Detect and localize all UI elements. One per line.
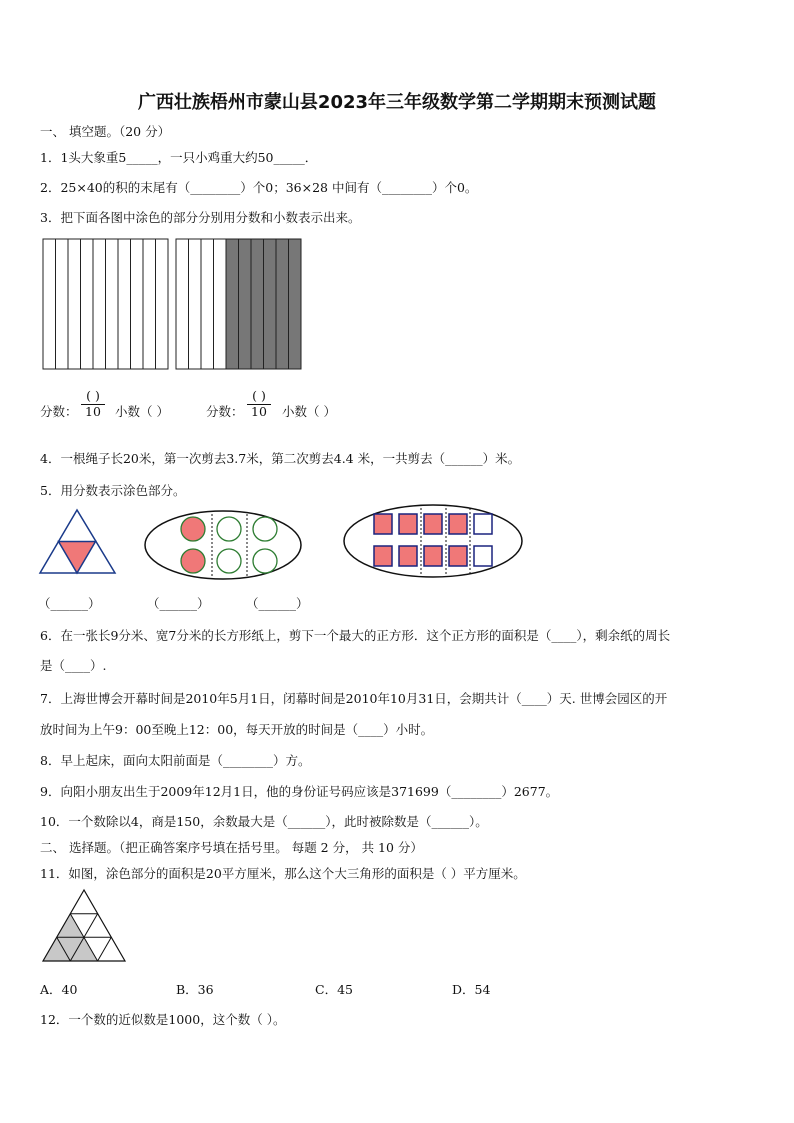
q3-fraction-1-numerator: ( ) — [86, 388, 100, 403]
question-1: 1．1头大象重5_____，一只小鸡重大约50_____． — [40, 150, 318, 165]
q5-blank-3: （______） — [246, 596, 309, 611]
q3-fraction-2 — [247, 389, 271, 419]
shaded-column — [239, 239, 252, 369]
q3-figure-2 — [175, 238, 301, 370]
question-8: 8．早上起床，面向太阳前面是（________）方。 — [40, 753, 311, 768]
shaded-column — [264, 239, 277, 369]
page-title: 广西壮族梧州市蒙山县2023年三年级数学第二学期期末预测试题 — [137, 92, 657, 113]
q5-square — [474, 514, 492, 534]
q3-fraction-label-2: 分数： — [206, 404, 244, 419]
q5-square-shaded — [374, 514, 392, 534]
q5-circle-shaded — [181, 549, 205, 573]
q5-circle — [217, 517, 241, 541]
q5-square-shaded — [424, 514, 442, 534]
q5-square-shaded — [449, 546, 467, 566]
q5-circles-figure — [143, 508, 303, 582]
question-7-line-1: 7．上海世博会开幕时间是2010年5月1日，闭幕时间是2010年10月31日，会期共计（____）天. 世博会园区的开 — [40, 691, 668, 706]
section-2-heading: 二、 选择题。（把正确答案序号填在括号里。 每题 2 分， 共 10 分） — [40, 840, 423, 855]
shaded-column — [226, 239, 239, 369]
column — [156, 239, 169, 369]
column — [118, 239, 131, 369]
q5-circle — [217, 549, 241, 573]
question-4: 4．一根绳子长20米，第一次剪去3.7米，第二次剪去4.4 米，一共剪去（______）米。 — [40, 451, 521, 466]
q5-circle — [253, 549, 277, 573]
q5-square-shaded — [449, 514, 467, 534]
q3-fraction-2-denominator: 10 — [251, 404, 267, 419]
q5-square-shaded — [424, 546, 442, 566]
q11-option-d: D．54 — [452, 982, 491, 997]
question-11: 11．如图，涂色部分的面积是20平方厘米，那么这个大三角形的面积是（ ）平方厘米。 — [40, 866, 526, 881]
question-10: 10．一个数除以4，商是150，余数最大是（______），此时被除数是（______）。 — [40, 814, 488, 829]
q5-square-shaded — [399, 546, 417, 566]
q3-figure-1 — [42, 238, 168, 370]
q3-fraction-1-denominator: 10 — [85, 404, 101, 419]
column — [143, 239, 156, 369]
question-7-line-2: 放时间为上午9：00至晚上12：00，每天开放的时间是（____）小时。 — [40, 722, 434, 737]
question-6-line-2: 是（____）. — [40, 658, 107, 673]
q5-circle-shaded — [181, 517, 205, 541]
column — [93, 239, 106, 369]
shaded-column — [251, 239, 264, 369]
q5-square — [474, 546, 492, 566]
column — [81, 239, 94, 369]
column — [201, 239, 214, 369]
q11-triangle-figure — [43, 890, 125, 962]
q3-fraction-label-1: 分数： — [40, 404, 78, 419]
q5-circle — [253, 517, 277, 541]
shaded-column — [289, 239, 302, 369]
column — [214, 239, 227, 369]
column — [131, 239, 144, 369]
q5-squares-figure — [342, 502, 526, 580]
question-9: 9．向阳小朋友出生于2009年12月1日，他的身份证号码应该是371699（________）2677。 — [40, 784, 559, 799]
q3-decimal-label-2: 小数（ ） — [282, 404, 336, 419]
column — [176, 239, 189, 369]
section-1-heading: 一、 填空题。（20 分） — [40, 124, 171, 139]
column — [106, 239, 119, 369]
q11-option-a: A．40 — [40, 982, 78, 997]
question-12: 12．一个数的近似数是1000，这个数（ ）。 — [40, 1012, 286, 1027]
q3-fraction-2-numerator: ( ) — [252, 388, 266, 403]
column — [43, 239, 56, 369]
q3-fraction-1 — [81, 389, 105, 419]
q3-decimal-label-1: 小数（ ） — [115, 404, 169, 419]
q5-square-shaded — [374, 546, 392, 566]
q11-option-c: C．45 — [315, 982, 353, 997]
question-5: 5．用分数表示涂色部分。 — [40, 483, 186, 498]
column — [68, 239, 81, 369]
column — [189, 239, 202, 369]
question-2: 2．25×40的积的末尾有（________）个0；36×28 中间有（________）个0。 — [40, 180, 478, 195]
q5-square-shaded — [399, 514, 417, 534]
q11-option-b: B．36 — [176, 982, 214, 997]
q5-blank-1: （______） — [38, 596, 101, 611]
column — [56, 239, 69, 369]
question-3: 3．把下面各图中涂色的部分分别用分数和小数表示出来。 — [40, 210, 361, 225]
shaded-column — [276, 239, 289, 369]
q5-triangle-figure — [38, 508, 118, 576]
q5-blank-2: （______） — [147, 596, 210, 611]
question-6-line-1: 6．在一张长9分米、宽7分米的长方形纸上，剪下一个最大的正方形．这个正方形的面积是（____），剩余纸的周长 — [40, 628, 671, 643]
